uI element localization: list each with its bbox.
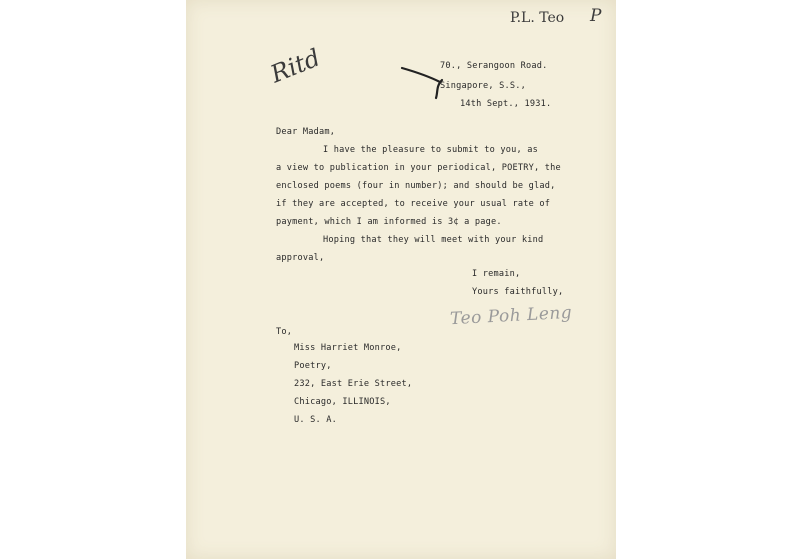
body-line: enclosed poems (four in number); and should be glad, <box>276 181 556 191</box>
recipient-line: Poetry, <box>294 361 332 371</box>
salutation: Dear Madam, <box>276 127 336 137</box>
body-line: if they are accepted, to receive your usual rate of <box>276 199 551 209</box>
sender-address-line1: 70., Serangoon Road. <box>440 61 548 71</box>
handwritten-corner-mark: P <box>590 6 602 26</box>
body-line: a view to publication in your periodical, POETRY, the <box>276 163 561 173</box>
closing-remain: I remain, <box>472 269 521 279</box>
recipient-line: Miss Harriet Monroe, <box>294 343 402 353</box>
body-line: payment, which I am informed is 3¢ a page. <box>276 217 502 227</box>
handwritten-initials: P.L. Teo <box>510 10 565 26</box>
body-line: I have the pleasure to submit to you, as <box>323 145 538 155</box>
signature: Teo Poh Leng <box>449 302 573 330</box>
body-line: Hoping that they will meet with your kind <box>323 235 544 245</box>
recipient-line: 232, East Erie Street, <box>294 379 413 389</box>
body-line: approval, <box>276 253 325 263</box>
recipient-line: U. S. A. <box>294 415 337 425</box>
closing-faithfully: Yours faithfully, <box>472 287 564 297</box>
sender-address-line2: Singapore, S.S., <box>440 81 526 91</box>
to-label: To, <box>276 327 293 337</box>
recipient-line: Chicago, ILLINOIS, <box>294 397 391 407</box>
letter-date: 14th Sept., 1931. <box>460 99 552 109</box>
handwritten-margin-note: Ritd <box>266 43 325 89</box>
